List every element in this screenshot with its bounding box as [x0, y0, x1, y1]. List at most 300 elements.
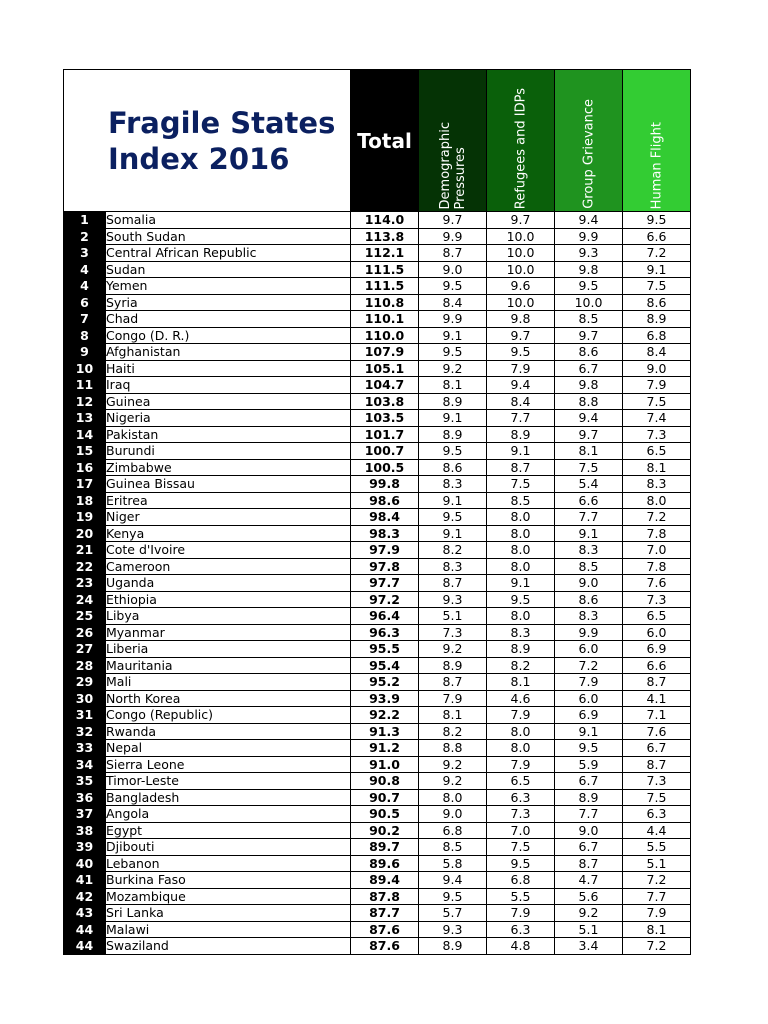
table-row [64, 657, 691, 674]
rank-cell: 31 [64, 707, 106, 724]
indicator-value-cell: 7.3 [623, 591, 691, 608]
table-row [64, 591, 691, 608]
total-cell: 90.7 [351, 789, 419, 806]
total-cell: 91.0 [351, 756, 419, 773]
country-cell: Bangladesh [106, 789, 351, 806]
table-row [64, 261, 691, 278]
indicator-value-cell: 9.0 [555, 822, 623, 839]
total-cell: 97.9 [351, 542, 419, 559]
indicator-value-cell: 9.9 [555, 228, 623, 245]
country-cell: North Korea [106, 690, 351, 707]
indicator-value-cell: 8.3 [487, 624, 555, 641]
indicator-value-cell: 8.6 [623, 294, 691, 311]
indicator-value-cell: 8.2 [487, 657, 555, 674]
total-cell: 110.1 [351, 311, 419, 328]
indicator-value-cell: 8.0 [487, 740, 555, 757]
table-row [64, 839, 691, 856]
indicator-value-cell: 9.5 [419, 888, 487, 905]
country-cell: Haiti [106, 360, 351, 377]
table-row [64, 525, 691, 542]
indicator-value-cell: 9.5 [419, 278, 487, 295]
indicator-value-cell: 9.1 [419, 492, 487, 509]
indicator-value-cell: 8.9 [555, 789, 623, 806]
indicator-value-cell: 9.2 [419, 773, 487, 790]
indicator-value-cell: 7.2 [623, 245, 691, 262]
table-row [64, 641, 691, 658]
table-row [64, 443, 691, 460]
indicator-value-cell: 6.5 [623, 443, 691, 460]
indicator-value-cell: 8.5 [419, 839, 487, 856]
rank-cell: 28 [64, 657, 106, 674]
table-row [64, 360, 691, 377]
rank-cell: 25 [64, 608, 106, 625]
rank-cell: 22 [64, 558, 106, 575]
indicator-value-cell: 4.7 [555, 872, 623, 889]
indicator-value-cell: 7.5 [487, 839, 555, 856]
table-row [64, 575, 691, 592]
country-cell: Congo (D. R.) [106, 327, 351, 344]
rank-cell: 43 [64, 905, 106, 922]
country-cell: Liberia [106, 641, 351, 658]
total-cell: 90.8 [351, 773, 419, 790]
table-row [64, 822, 691, 839]
indicator-value-cell: 5.4 [555, 476, 623, 493]
indicator-value-cell: 7.9 [487, 905, 555, 922]
rank-cell: 32 [64, 723, 106, 740]
indicator-value-cell: 9.0 [555, 575, 623, 592]
indicator-value-cell: 7.8 [623, 558, 691, 575]
rank-cell: 6 [64, 294, 106, 311]
indicator-value-cell: 10.0 [487, 245, 555, 262]
rank-cell: 12 [64, 393, 106, 410]
country-cell: Guinea [106, 393, 351, 410]
indicator-value-cell: 7.0 [623, 542, 691, 559]
indicator-value-cell: 5.1 [623, 855, 691, 872]
indicator-value-cell: 4.1 [623, 690, 691, 707]
total-cell: 114.0 [351, 212, 419, 229]
indicator-value-cell: 7.9 [487, 360, 555, 377]
country-cell: Libya [106, 608, 351, 625]
title-cell [64, 70, 351, 212]
indicator-value-cell: 5.5 [487, 888, 555, 905]
indicator-value-cell: 9.7 [555, 327, 623, 344]
total-cell: 97.8 [351, 558, 419, 575]
indicator-value-cell: 9.4 [487, 377, 555, 394]
rank-cell: 19 [64, 509, 106, 526]
indicator-value-cell: 8.0 [487, 558, 555, 575]
total-cell: 98.3 [351, 525, 419, 542]
country-cell: Burkina Faso [106, 872, 351, 889]
total-cell: 111.5 [351, 261, 419, 278]
indicator-value-cell: 8.0 [487, 723, 555, 740]
total-cell: 87.6 [351, 938, 419, 955]
indicator-value-cell: 9.9 [555, 624, 623, 641]
total-cell: 110.0 [351, 327, 419, 344]
indicator-value-cell: 8.6 [555, 591, 623, 608]
indicator-value-cell: 9.1 [555, 525, 623, 542]
total-cell: 93.9 [351, 690, 419, 707]
indicator-value-cell: 8.9 [419, 393, 487, 410]
indicator-value-cell: 9.8 [487, 311, 555, 328]
indicator-value-cell: 7.2 [623, 872, 691, 889]
country-cell: South Sudan [106, 228, 351, 245]
rank-cell: 44 [64, 921, 106, 938]
rank-cell: 3 [64, 245, 106, 262]
indicator-value-cell: 8.0 [487, 542, 555, 559]
rank-cell: 4 [64, 278, 106, 295]
indicator-value-cell: 7.3 [419, 624, 487, 641]
rank-cell: 16 [64, 459, 106, 476]
country-cell: Cote d'Ivoire [106, 542, 351, 559]
country-cell: Congo (Republic) [106, 707, 351, 724]
table-row [64, 806, 691, 823]
total-cell: 87.8 [351, 888, 419, 905]
indicator-value-cell: 7.2 [555, 657, 623, 674]
table-row [64, 740, 691, 757]
indicator-value-cell: 7.3 [623, 773, 691, 790]
total-cell: 99.8 [351, 476, 419, 493]
indicator-header-demographic-pressures [419, 70, 487, 212]
total-cell: 103.8 [351, 393, 419, 410]
country-cell: Somalia [106, 212, 351, 229]
rank-cell: 40 [64, 855, 106, 872]
total-cell: 87.6 [351, 921, 419, 938]
indicator-value-cell: 9.2 [419, 360, 487, 377]
indicator-value-cell: 8.3 [555, 542, 623, 559]
indicator-value-cell: 9.2 [555, 905, 623, 922]
indicator-value-cell: 7.9 [623, 377, 691, 394]
country-cell: Angola [106, 806, 351, 823]
indicator-value-cell: 10.0 [487, 261, 555, 278]
indicator-value-cell: 7.9 [555, 674, 623, 691]
country-cell: Zimbabwe [106, 459, 351, 476]
indicator-value-cell: 9.1 [419, 327, 487, 344]
indicator-value-cell: 8.8 [555, 393, 623, 410]
total-cell: 107.9 [351, 344, 419, 361]
indicator-value-cell: 8.7 [555, 855, 623, 872]
table-row [64, 492, 691, 509]
total-cell: 92.2 [351, 707, 419, 724]
indicator-value-cell: 7.0 [487, 822, 555, 839]
country-cell: Sierra Leone [106, 756, 351, 773]
total-cell: 101.7 [351, 426, 419, 443]
country-cell: Cameroon [106, 558, 351, 575]
indicator-value-cell: 9.6 [487, 278, 555, 295]
indicator-value-cell: 7.3 [487, 806, 555, 823]
indicator-value-cell: 9.3 [419, 591, 487, 608]
table-row [64, 459, 691, 476]
indicator-label: Refugees and IDPs [513, 87, 528, 209]
indicator-value-cell: 6.9 [555, 707, 623, 724]
total-cell: 95.4 [351, 657, 419, 674]
rank-cell: 36 [64, 789, 106, 806]
indicator-value-cell: 6.7 [555, 773, 623, 790]
indicator-value-cell: 9.0 [623, 360, 691, 377]
indicator-value-cell: 10.0 [555, 294, 623, 311]
country-cell: Mozambique [106, 888, 351, 905]
total-cell: 98.4 [351, 509, 419, 526]
indicator-value-cell: 8.3 [623, 476, 691, 493]
indicator-value-cell: 8.0 [419, 789, 487, 806]
indicator-value-cell: 8.4 [487, 393, 555, 410]
country-cell: Djibouti [106, 839, 351, 856]
indicator-value-cell: 6.7 [555, 839, 623, 856]
country-cell: Syria [106, 294, 351, 311]
indicator-value-cell: 8.8 [419, 740, 487, 757]
table-row [64, 888, 691, 905]
table-row [64, 674, 691, 691]
rank-cell: 34 [64, 756, 106, 773]
country-cell: Rwanda [106, 723, 351, 740]
table-body [64, 212, 691, 955]
indicator-value-cell: 7.8 [623, 525, 691, 542]
country-cell: Mauritania [106, 657, 351, 674]
indicator-value-cell: 9.0 [419, 261, 487, 278]
total-cell: 96.4 [351, 608, 419, 625]
indicator-value-cell: 9.9 [419, 311, 487, 328]
indicator-value-cell: 8.7 [419, 674, 487, 691]
country-cell: Egypt [106, 822, 351, 839]
indicator-value-cell: 8.9 [419, 657, 487, 674]
country-cell: Sri Lanka [106, 905, 351, 922]
indicator-value-cell: 7.4 [623, 410, 691, 427]
indicator-value-cell: 7.5 [555, 459, 623, 476]
indicator-value-cell: 6.6 [555, 492, 623, 509]
indicator-value-cell: 9.7 [487, 327, 555, 344]
indicator-value-cell: 8.3 [419, 476, 487, 493]
country-cell: Mali [106, 674, 351, 691]
indicator-value-cell: 9.7 [555, 426, 623, 443]
country-cell: Afghanistan [106, 344, 351, 361]
fragile-states-table [63, 69, 691, 955]
country-cell: Eritrea [106, 492, 351, 509]
indicator-value-cell: 8.5 [555, 558, 623, 575]
indicator-value-cell: 10.0 [487, 294, 555, 311]
table-row [64, 921, 691, 938]
indicator-value-cell: 9.5 [487, 344, 555, 361]
indicator-value-cell: 7.7 [555, 806, 623, 823]
indicator-value-cell: 7.9 [419, 690, 487, 707]
indicator-value-cell: 7.3 [623, 426, 691, 443]
indicator-value-cell: 9.8 [555, 261, 623, 278]
country-cell: Lebanon [106, 855, 351, 872]
indicator-value-cell: 9.1 [419, 410, 487, 427]
total-cell: 104.7 [351, 377, 419, 394]
indicator-value-cell: 9.1 [487, 575, 555, 592]
total-cell: 89.7 [351, 839, 419, 856]
indicator-value-cell: 6.8 [623, 327, 691, 344]
indicator-value-cell: 9.7 [419, 212, 487, 229]
rank-cell: 4 [64, 261, 106, 278]
indicator-value-cell: 9.7 [487, 212, 555, 229]
indicator-value-cell: 7.5 [623, 393, 691, 410]
table-row [64, 410, 691, 427]
table-row [64, 773, 691, 790]
indicator-value-cell: 9.5 [555, 278, 623, 295]
country-cell: Ethiopia [106, 591, 351, 608]
indicator-value-cell: 5.1 [555, 921, 623, 938]
indicator-value-cell: 7.9 [487, 707, 555, 724]
rank-cell: 13 [64, 410, 106, 427]
indicator-value-cell: 6.0 [623, 624, 691, 641]
indicator-value-cell: 8.0 [487, 525, 555, 542]
country-cell: Central African Republic [106, 245, 351, 262]
table-row [64, 789, 691, 806]
table-row [64, 690, 691, 707]
indicator-label: Group Grievance [581, 99, 596, 209]
indicator-value-cell: 6.8 [487, 872, 555, 889]
indicator-value-cell: 8.5 [487, 492, 555, 509]
total-cell: 90.2 [351, 822, 419, 839]
total-cell: 103.5 [351, 410, 419, 427]
country-cell: Timor-Leste [106, 773, 351, 790]
indicator-header-human-flight [623, 70, 691, 212]
indicator-value-cell: 6.5 [487, 773, 555, 790]
total-cell: 100.5 [351, 459, 419, 476]
rank-cell: 37 [64, 806, 106, 823]
rank-cell: 11 [64, 377, 106, 394]
table-row [64, 278, 691, 295]
total-cell: 97.2 [351, 591, 419, 608]
indicator-value-cell: 4.6 [487, 690, 555, 707]
country-cell: Yemen [106, 278, 351, 295]
total-cell: 89.4 [351, 872, 419, 889]
indicator-value-cell: 8.5 [555, 311, 623, 328]
rank-cell: 9 [64, 344, 106, 361]
indicator-value-cell: 8.0 [487, 608, 555, 625]
indicator-value-cell: 3.4 [555, 938, 623, 955]
indicator-value-cell: 8.1 [555, 443, 623, 460]
indicator-value-cell: 6.3 [487, 921, 555, 938]
country-cell: Iraq [106, 377, 351, 394]
table-row [64, 905, 691, 922]
indicator-value-cell: 6.5 [623, 608, 691, 625]
indicator-value-cell: 8.7 [419, 245, 487, 262]
table-row [64, 756, 691, 773]
rank-cell: 1 [64, 212, 106, 229]
rank-cell: 14 [64, 426, 106, 443]
table-row [64, 938, 691, 955]
country-cell: Kenya [106, 525, 351, 542]
indicator-value-cell: 8.6 [419, 459, 487, 476]
indicator-value-cell: 9.5 [419, 344, 487, 361]
table-row [64, 476, 691, 493]
indicator-value-cell: 8.7 [623, 674, 691, 691]
country-cell: Malawi [106, 921, 351, 938]
indicator-value-cell: 9.5 [623, 212, 691, 229]
indicator-value-cell: 9.9 [419, 228, 487, 245]
table-row [64, 228, 691, 245]
indicator-value-cell: 6.7 [555, 360, 623, 377]
table-row [64, 542, 691, 559]
indicator-value-cell: 7.7 [555, 509, 623, 526]
indicator-value-cell: 4.4 [623, 822, 691, 839]
country-cell: Swaziland [106, 938, 351, 955]
table-row [64, 723, 691, 740]
total-cell: 90.5 [351, 806, 419, 823]
indicator-value-cell: 7.2 [623, 938, 691, 955]
rank-cell: 21 [64, 542, 106, 559]
indicator-value-cell: 9.5 [419, 443, 487, 460]
rank-cell: 33 [64, 740, 106, 757]
indicator-value-cell: 8.9 [487, 641, 555, 658]
total-cell: 110.8 [351, 294, 419, 311]
rank-cell: 29 [64, 674, 106, 691]
indicator-value-cell: 7.5 [487, 476, 555, 493]
indicator-value-cell: 8.3 [419, 558, 487, 575]
rank-cell: 41 [64, 872, 106, 889]
indicator-value-cell: 7.6 [623, 723, 691, 740]
table-row [64, 393, 691, 410]
indicator-value-cell: 7.2 [623, 509, 691, 526]
country-cell: Niger [106, 509, 351, 526]
table-row [64, 327, 691, 344]
indicator-value-cell: 6.7 [623, 740, 691, 757]
total-cell: 91.3 [351, 723, 419, 740]
total-cell: 98.6 [351, 492, 419, 509]
rank-cell: 2 [64, 228, 106, 245]
country-cell: Guinea Bissau [106, 476, 351, 493]
table-row [64, 509, 691, 526]
page-title: Fragile States Index 2016 [108, 105, 336, 176]
country-cell: Chad [106, 311, 351, 328]
indicator-value-cell: 8.1 [623, 921, 691, 938]
country-cell: Nigeria [106, 410, 351, 427]
indicator-value-cell: 9.1 [487, 443, 555, 460]
indicator-value-cell: 5.6 [555, 888, 623, 905]
rank-cell: 23 [64, 575, 106, 592]
total-cell: 87.7 [351, 905, 419, 922]
rank-cell: 27 [64, 641, 106, 658]
country-cell: Uganda [106, 575, 351, 592]
indicator-value-cell: 9.2 [419, 756, 487, 773]
indicator-value-cell: 6.3 [623, 806, 691, 823]
table-row [64, 624, 691, 641]
rank-cell: 7 [64, 311, 106, 328]
indicator-value-cell: 9.3 [555, 245, 623, 262]
indicator-value-cell: 7.9 [487, 756, 555, 773]
indicator-value-cell: 6.0 [555, 641, 623, 658]
indicator-value-cell: 8.9 [487, 426, 555, 443]
indicator-value-cell: 6.9 [623, 641, 691, 658]
indicator-value-cell: 7.9 [623, 905, 691, 922]
total-column-header: Total [351, 70, 419, 212]
indicator-value-cell: 7.1 [623, 707, 691, 724]
total-cell: 113.8 [351, 228, 419, 245]
table-row [64, 212, 691, 229]
indicator-value-cell: 8.4 [419, 294, 487, 311]
rank-cell: 10 [64, 360, 106, 377]
table-row [64, 707, 691, 724]
total-cell: 100.7 [351, 443, 419, 460]
indicator-value-cell: 8.0 [487, 509, 555, 526]
total-cell: 105.1 [351, 360, 419, 377]
indicator-value-cell: 8.7 [487, 459, 555, 476]
indicator-value-cell: 7.7 [487, 410, 555, 427]
indicator-value-cell: 8.4 [623, 344, 691, 361]
rank-cell: 26 [64, 624, 106, 641]
total-cell: 95.5 [351, 641, 419, 658]
table-row [64, 855, 691, 872]
table-row [64, 872, 691, 889]
indicator-header-group-grievance [555, 70, 623, 212]
rank-cell: 24 [64, 591, 106, 608]
total-cell: 112.1 [351, 245, 419, 262]
rank-cell: 18 [64, 492, 106, 509]
table-row [64, 344, 691, 361]
rank-cell: 38 [64, 822, 106, 839]
indicator-header-refugees-and-idps [487, 70, 555, 212]
